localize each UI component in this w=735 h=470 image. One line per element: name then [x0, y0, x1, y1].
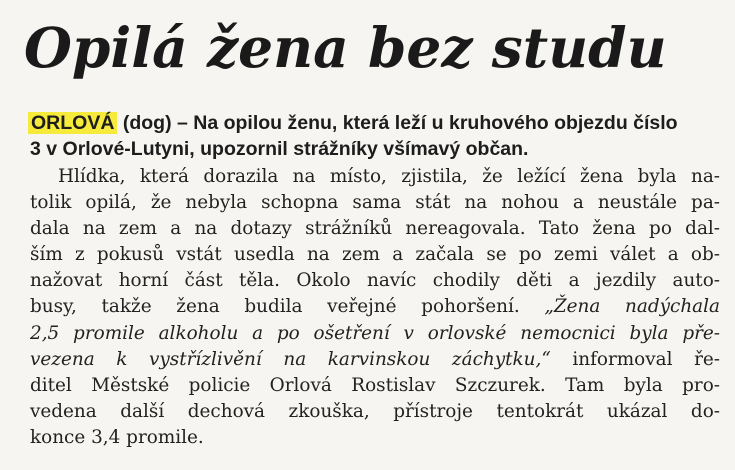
article-lead: [30, 110, 720, 162]
dateline-highlight: ORLOVÁ: [28, 112, 117, 134]
body-line: nažovat horní část těla. Okolo navíc chodily děti a jezdily auto-: [30, 270, 720, 292]
article-headline: Opilá žena bez studu: [24, 15, 667, 80]
body-text: busy, takže žena budila veřejné pohoršení.: [30, 296, 520, 318]
lead-line-1: [30, 110, 720, 136]
quote-end: vezena k vystřízlivění na karvinskou záchytku,“: [30, 348, 551, 370]
article-body: [30, 164, 720, 451]
body-line: dala na zem a na dotazy strážníků nereagovala. Tato žena po dal-: [30, 218, 720, 240]
lead-line-2: 3 v Orlové-Lutyni, upozornil strážníky všímavý občan.: [30, 138, 529, 160]
quote-line: 2,5 promile alkoholu a po ošetření v orlovské nemocnici byla pře-: [30, 322, 720, 344]
body-text: informoval ře-: [550, 348, 720, 370]
body-line: ditel Městské policie Orlová Rostislav Szczurek. Tam byla pro-: [30, 374, 720, 396]
body-line: vedena další dechová zkouška, přístroje tentokrát ukázal do-: [30, 400, 720, 422]
byline: (dog): [122, 112, 172, 134]
lead-text-1: – Na opilou ženu, která leží u kruhového objezdu číslo: [171, 112, 678, 134]
body-line: ším z pokusů vstát usedla na zem a začala se po zemi válet a ob-: [30, 244, 720, 266]
body-line-last: konce 3,4 promile.: [30, 426, 204, 448]
body-line: Hlídka, která dorazila na místo, zjistila, že ležící žena byla na-: [58, 166, 720, 187]
quote-start: „Žena nadýchala: [544, 296, 720, 318]
body-line: tolik opilá, že nebyla schopna sama stát na nohou a neustále pa-: [30, 192, 720, 214]
quote-end-line: [30, 347, 720, 373]
body-line-with-quote: [30, 294, 720, 320]
